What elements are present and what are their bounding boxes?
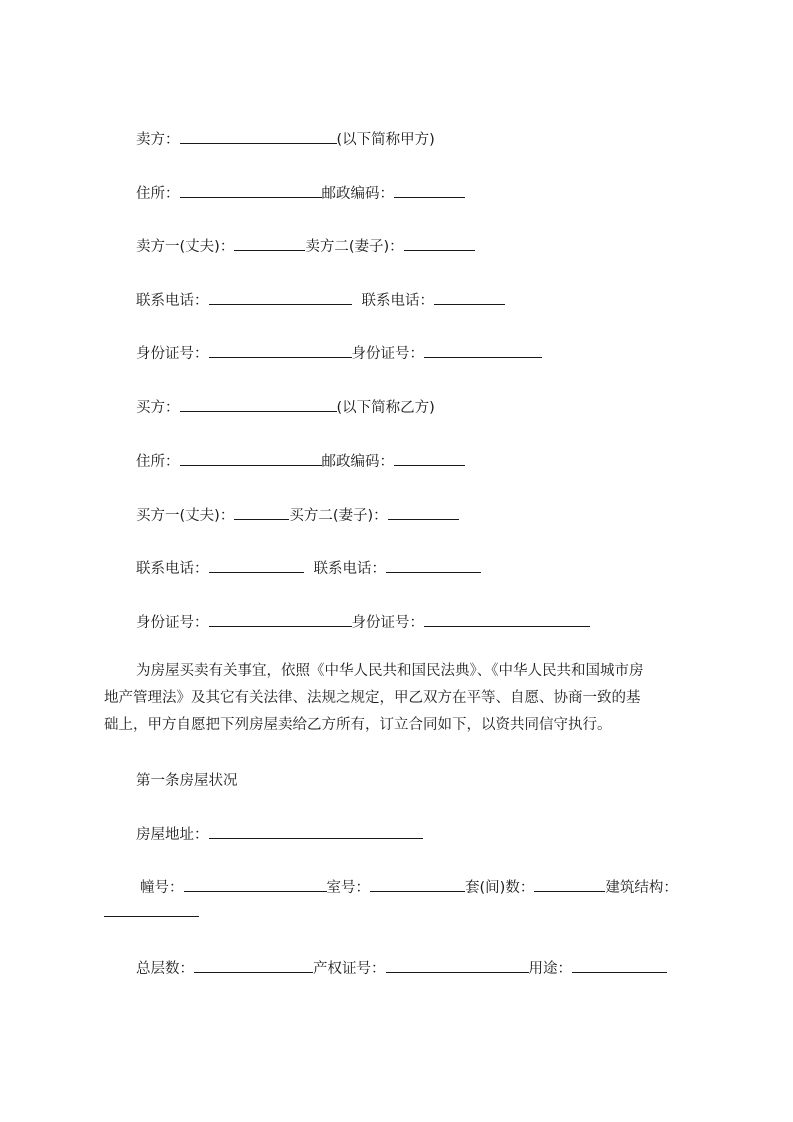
seller-name-row [136, 129, 435, 151]
seller-id-label-2: 身份证号： [351, 346, 424, 362]
preamble-paragraph [104, 658, 704, 739]
seller-id-blank-1[interactable] [209, 343, 352, 358]
buyer-name-blank[interactable] [180, 397, 337, 412]
seller-id-row [136, 343, 542, 365]
article1-title [136, 770, 238, 792]
seller-name-suffix: (以下简称甲方) [336, 132, 435, 148]
house-address-row [136, 824, 423, 846]
structure-blank[interactable] [104, 902, 199, 917]
buyer2-blank[interactable] [388, 505, 459, 520]
buyer1-label: 买方一(丈夫)： [136, 508, 235, 524]
preamble-line-3-text: 础上，甲方自愿把下列房屋卖给乙方所有，订立合同如下，以资共同信守执行。 [104, 717, 612, 733]
buyer2-label: 买方二(妻子)： [289, 508, 388, 524]
buyer-id-label-1: 身份证号： [136, 615, 209, 631]
buyer-postcode-label: 邮政编码： [321, 454, 394, 470]
building-label: 幢号： [140, 880, 184, 896]
seller-phone-label-2: 联系电话： [361, 293, 434, 309]
buyer-phone-label-2: 联系电话： [313, 561, 386, 577]
seller1-label: 卖方一(丈夫)： [136, 239, 235, 255]
seller-phone-label-1: 联系电话： [136, 293, 209, 309]
preamble-line-2-text: 地产管理法》及其它有关法律、法规之规定，甲乙双方在平等、自愿、协商一致的基 [104, 690, 641, 706]
preamble-line-3 [104, 712, 704, 739]
seller1-blank[interactable] [234, 236, 305, 251]
seller-address-row [136, 183, 465, 205]
buyer1-blank[interactable] [234, 505, 289, 520]
preamble-line-2 [104, 685, 704, 712]
seller-id-blank-2[interactable] [424, 343, 542, 358]
cert-blank[interactable] [386, 958, 529, 973]
buyer-phone-row [136, 558, 481, 580]
seller-spouses-row [136, 236, 475, 258]
floors-blank[interactable] [194, 958, 313, 973]
preamble-line-1 [104, 658, 704, 685]
house-address-label: 房屋地址： [136, 827, 209, 843]
house-address-blank[interactable] [209, 824, 423, 839]
buyer-id-row [136, 612, 590, 634]
seller-phone-blank-2[interactable] [434, 290, 505, 305]
seller-postcode-label: 邮政编码： [321, 186, 394, 202]
buyer-phone-blank-1[interactable] [209, 558, 304, 573]
units-blank[interactable] [534, 877, 605, 892]
buyer-phone-blank-2[interactable] [386, 558, 481, 573]
floors-label: 总层数： [136, 961, 194, 977]
seller-id-label-1: 身份证号： [136, 346, 209, 362]
buyer-address-blank[interactable] [180, 451, 322, 466]
floors-row [136, 958, 667, 980]
buyer-phone-label-1: 联系电话： [136, 561, 209, 577]
article1-title-text: 第一条房屋状况 [136, 773, 238, 789]
building-blank[interactable] [184, 877, 327, 892]
seller-postcode-blank[interactable] [394, 183, 465, 198]
structure-label: 建筑结构： [605, 880, 678, 896]
buyer-id-blank-2[interactable] [424, 612, 590, 627]
buyer-id-label-2: 身份证号： [351, 615, 424, 631]
building-row [140, 877, 678, 899]
buyer-address-label: 住所： [136, 454, 180, 470]
buyer-name-suffix: (以下简称乙方) [336, 400, 435, 416]
buyer-spouses-row [136, 505, 459, 527]
structure-continued-row [104, 902, 199, 924]
usage-blank[interactable] [572, 958, 667, 973]
usage-label: 用途： [528, 961, 572, 977]
buyer-postcode-blank[interactable] [394, 451, 465, 466]
seller2-label: 卖方二(妻子)： [305, 239, 404, 255]
units-label: 套(间)数： [465, 880, 535, 896]
buyer-name-label: 买方： [136, 400, 180, 416]
preamble-line-1-text: 为房屋买卖有关事宜，依照《中华人民共和国民法典》、《中华人民共和国城市房 [136, 663, 644, 679]
room-blank[interactable] [370, 877, 465, 892]
seller2-blank[interactable] [404, 236, 475, 251]
seller-name-blank[interactable] [180, 129, 337, 144]
cert-label: 产权证号： [313, 961, 386, 977]
seller-name-label: 卖方： [136, 132, 180, 148]
buyer-name-row [136, 397, 435, 419]
buyer-address-row [136, 451, 465, 473]
seller-address-blank[interactable] [180, 183, 322, 198]
seller-phone-row [136, 290, 505, 312]
buyer-id-blank-1[interactable] [209, 612, 352, 627]
seller-phone-blank-1[interactable] [209, 290, 352, 305]
seller-address-label: 住所： [136, 186, 180, 202]
room-label: 室号： [326, 880, 370, 896]
